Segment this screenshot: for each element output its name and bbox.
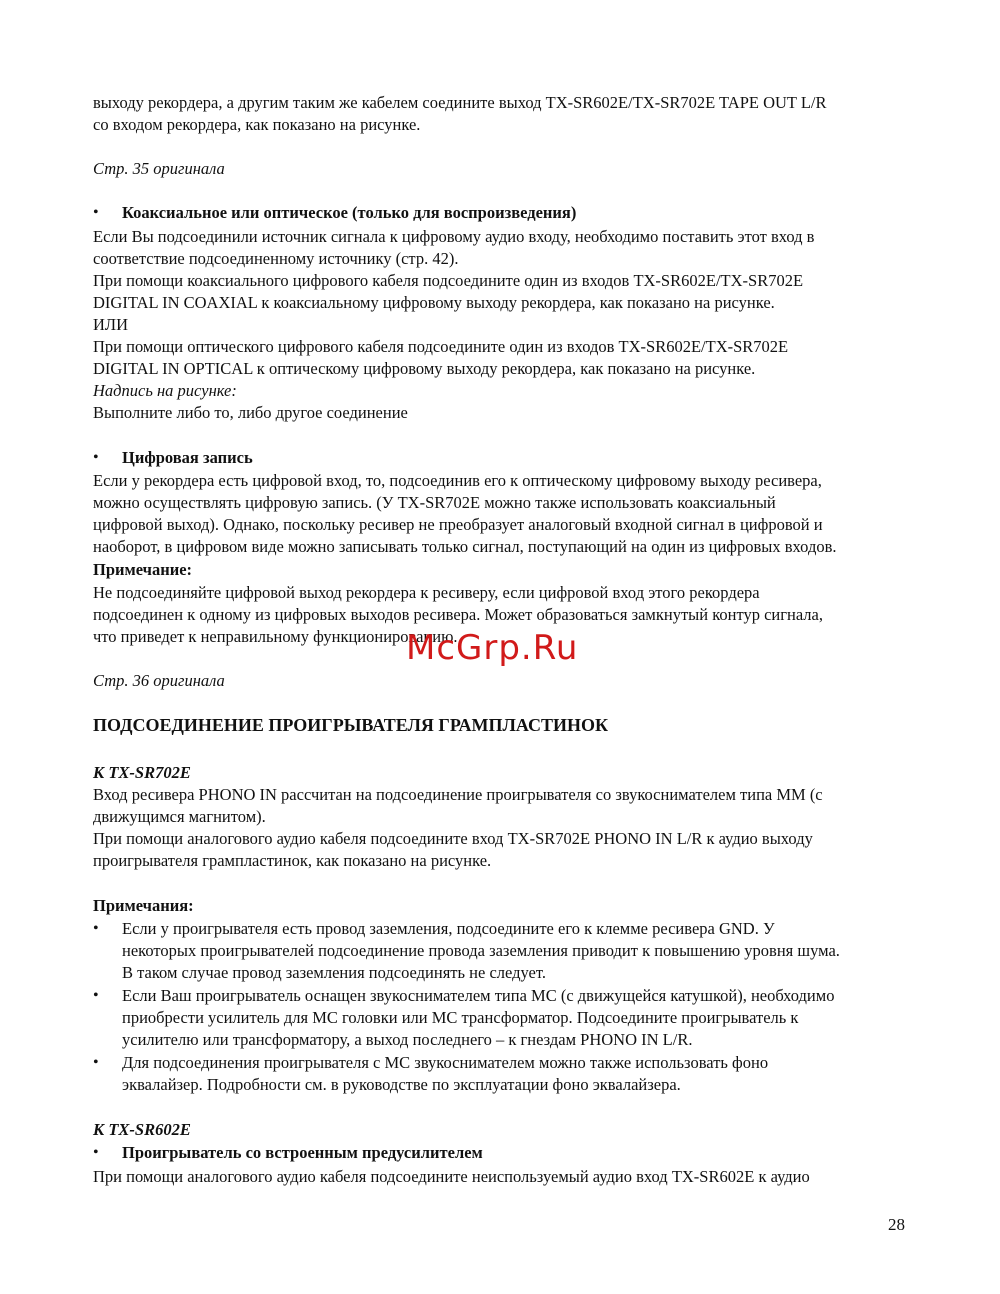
body-text-line: выходу рекордера, а другим таким же кабелем соедините выход TX-SR602E/TX-SR702E TAPE OUT L/R (93, 93, 827, 112)
figure-caption-label: Надпись на рисунке: (93, 381, 237, 400)
model-heading: К TX-SR702E (93, 763, 191, 782)
bullet-icon: • (93, 1054, 99, 1071)
body-text-line: цифровой выход). Однако, поскольку ресивер не преобразует аналоговый входной сигнал в цифровой и (93, 515, 823, 534)
subsection-heading: Проигрыватель со встроенным предусилителем (122, 1143, 483, 1162)
body-text-line: наоборот, в цифровом виде можно записывать только сигнал, поступающий на один из цифровых входов. (93, 537, 837, 556)
body-text-line: проигрывателя грампластинок, как показано на рисунке. (93, 851, 492, 870)
bullet-icon: • (93, 204, 99, 221)
body-text-line: DIGITAL IN COAXIAL к коаксиальному цифровому выходу рекордера, как показано на рисунке. (93, 293, 775, 312)
note-item-line: Для подсоединения проигрывателя с MC звукоснимателем можно также использовать фоно (122, 1053, 769, 1072)
body-text-line: Если у рекордера есть цифровой вход, то, подсоединив его к оптическому цифровому выходу ресивера, (93, 471, 822, 490)
model-heading: К TX-SR602E (93, 1120, 191, 1139)
original-page-ref: Стр. 36 оригинала (93, 671, 225, 690)
bullet-icon: • (93, 920, 99, 937)
bullet-icon: • (93, 1144, 99, 1161)
note-item-line: приобрести усилитель для MC головки или MC трансформатор. Подсоедините проигрыватель к (122, 1008, 799, 1027)
notes-label: Примечания: (93, 896, 194, 915)
body-text-line: Если Вы подсоединили источник сигнала к цифровому аудио входу, необходимо поставить этот вход в (93, 227, 815, 246)
figure-caption-text: Выполните либо то, либо другое соединение (93, 403, 408, 422)
body-text-line: Не подсоединяйте цифровой выход рекордера к ресиверу, если цифровой вход этого рекордера (93, 583, 760, 602)
body-text-line: соответствие подсоединенному источнику (стр. 42). (93, 249, 459, 268)
bullet-icon: • (93, 449, 99, 466)
body-text-line: можно осуществлять цифровую запись. (У TX-SR702E можно также использовать коаксиальный (93, 493, 776, 512)
note-item-line: В таком случае провод заземления подсоединять не следует. (122, 963, 546, 982)
body-text-line: подсоединен к одному из цифровых выходов ресивера. Может образоваться замкнутый контур сигнала, (93, 605, 823, 624)
watermark: McGrp.Ru (406, 628, 579, 668)
body-text-line: движущимся магнитом). (93, 807, 266, 826)
subsection-heading: Коаксиальное или оптическое (только для воспроизведения) (122, 203, 577, 222)
section-title: ПОДСОЕДИНЕНИЕ ПРОИГРЫВАТЕЛЯ ГРАМПЛАСТИНОК (93, 715, 609, 735)
note-item-line: эквалайзер. Подробности см. в руководстве по эксплуатации фоно эквалайзера. (122, 1075, 681, 1094)
bullet-icon: • (93, 987, 99, 1004)
body-text-line: При помощи оптического цифрового кабеля подсоедините один из входов TX-SR602E/TX-SR702E (93, 337, 789, 356)
body-text-line: со входом рекордера, как показано на рисунке. (93, 115, 421, 134)
body-text-line: ИЛИ (93, 315, 129, 334)
body-text-line: При помощи аналогового аудио кабеля подсоедините вход TX-SR702E PHONO IN L/R к аудио выходу (93, 829, 813, 848)
note-item-line: некоторых проигрывателей подсоединение провода заземления приводит к повышению уровня шума. (122, 941, 840, 960)
subsection-heading: Цифровая запись (122, 448, 253, 467)
body-text-line: DIGITAL IN OPTICAL к оптическому цифровому выходу рекордера, как показано на рисунке. (93, 359, 756, 378)
note-item-line: Если у проигрывателя есть провод заземления, подсоедините его к клемме ресивера GND. У (122, 919, 775, 938)
original-page-ref: Стр. 35 оригинала (93, 159, 225, 178)
note-item-line: Если Ваш проигрыватель оснащен звукоснимателем типа MC (с движущейся катушкой), необходимо (122, 986, 835, 1005)
page-number: 28 (888, 1215, 905, 1234)
body-text-line: При помощи коаксиального цифрового кабеля подсоедините один из входов TX-SR602E/TX-SR702E (93, 271, 804, 290)
body-text-line: Вход ресивера PHONO IN рассчитан на подсоединение проигрывателя со звукоснимателем типа MM (с (93, 785, 823, 804)
body-text-line: При помощи аналогового аудио кабеля подсоедините неиспользуемый аудио вход TX-SR602E к аудио (93, 1167, 810, 1186)
note-label: Примечание: (93, 560, 193, 579)
body-text-line: что приведет к неправильному функционированию. (93, 627, 458, 646)
note-item-line: усилителю или трансформатору, а выход последнего – к гнездам PHONO IN L/R. (122, 1030, 693, 1049)
